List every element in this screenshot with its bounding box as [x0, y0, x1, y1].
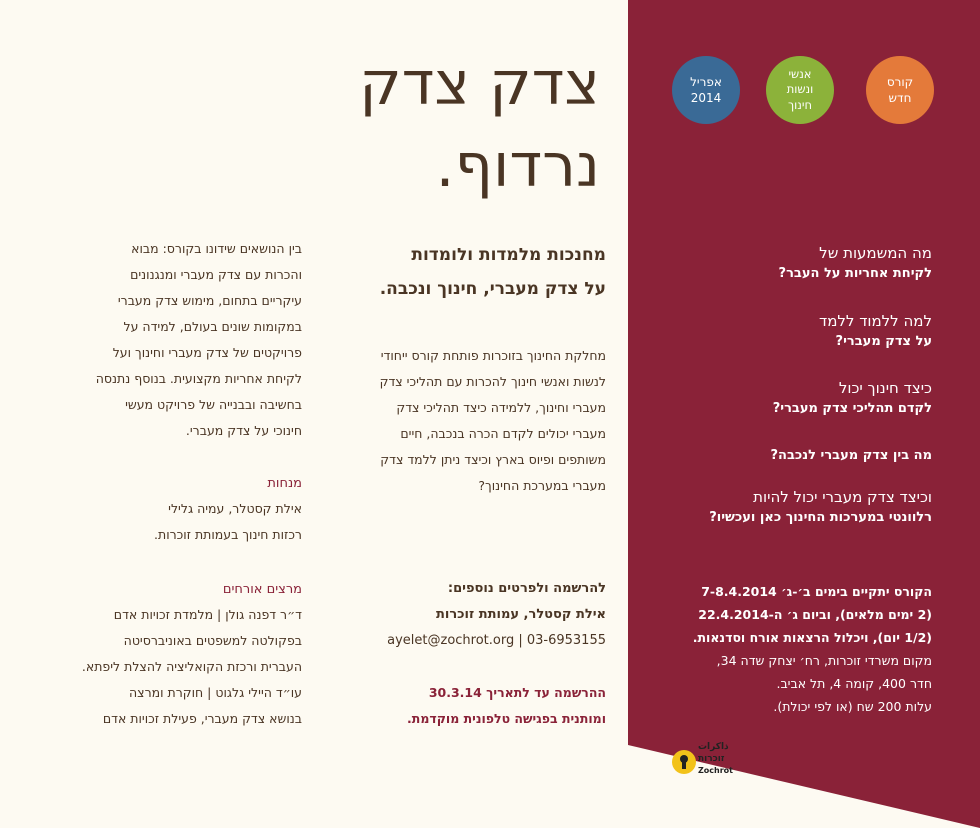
guests-line: בפקולטה למשפטים באוניברסיטה [123, 633, 302, 648]
facilitators-label: מנחות [267, 476, 302, 491]
topics-line: בין הנושאים שידונו בקורס: מבוא [131, 241, 302, 256]
topics-line: לקיחת אחריות מקצועית. בנוסף נתנסה [95, 371, 302, 386]
guests-block [20, 578, 302, 732]
course-info-line: (1/2 יום), ויכלול הרצאות אורח וסדנאות. [692, 630, 932, 645]
logo-text-en: Zochrot [698, 766, 733, 775]
page-title-line1: צדק צדק [359, 49, 600, 119]
course-info-line: חדר 400, קומה 4, תל אביב. [776, 676, 932, 691]
course-info-line: הקורס יתקיים בימים ב׳-ג׳ 7-8.4.2014 [701, 584, 932, 599]
badge-april: אפריל 2014 [672, 56, 740, 124]
question-line: לקיחת אחריות על העבר? [778, 266, 932, 281]
facilitators-line: אילת קסטלר, עמיה גלילי [168, 501, 302, 516]
intro-line: משותפים ופיוס בארץ וכיצד ניתן ללמד צדק [380, 452, 606, 467]
question-line: למה ללמוד ללמד [819, 312, 932, 330]
guests-label: מרצים אורחים [222, 582, 302, 597]
guests-line: העברית ורכזת הקואליציה להצלת ליפתא. [81, 659, 302, 674]
zochrot-logo [672, 740, 732, 790]
course-info-line: עלות 200 שח (או לפי יכולת). [773, 699, 932, 714]
topics-line: במקומות שונים בעולם, למידה על [123, 319, 302, 334]
guests-line: בנושא צדק מעברי, פעילת זכויות אדם [102, 711, 302, 726]
logo-text-he: זוכרות [698, 754, 725, 764]
contact-name: אילת קסטלר, עמותת זוכרות [436, 607, 606, 622]
question-line: כיצד חינוך יכול [838, 379, 932, 397]
subtitle [306, 238, 606, 306]
topics-line: חינוכי על צדק מעברי. [185, 423, 302, 438]
question-line: וכיצד צדק מעברי יכול להיות [753, 488, 932, 506]
question-line: מה המשמעות של [819, 244, 932, 262]
question-2 [652, 310, 932, 352]
guests-line: ד״ר דפנה גולן | מלמדת זכויות אדם [113, 607, 302, 622]
deadline-line1: ההרשמה עד לתאריך 30.3.14 [428, 685, 606, 700]
course-info [642, 580, 932, 718]
question-4 [652, 446, 932, 466]
topics-line: בחשיבה ובבנייה של פרויקט מעשי [125, 397, 302, 412]
deadline-block [306, 680, 606, 732]
question-line: על צדק מעברי? [835, 334, 932, 349]
contact-heading: להרשמה ולפרטים נוספים: [447, 581, 606, 596]
deadline-line2: ומותנית בפגישה טלפונית מוקדמת. [407, 711, 606, 726]
intro-paragraph [306, 343, 606, 499]
intro-line: מעברי במערכת החינוך? [478, 478, 606, 493]
subtitle-line2: על צדק מעברי, חינוך ונכבה. [379, 279, 606, 299]
facilitators-block [20, 472, 302, 548]
subtitle-line1: מחנכות מלמדות ולומדות [411, 245, 606, 265]
intro-line: מעברי יכולים לקדם הכרה בנכבה, חיים [400, 426, 606, 441]
topics-line: עיקריים בתחום, מימוש צדק מעברי [117, 293, 302, 308]
guests-line: עו״ד היילי גלגוט | חוקרת ומרצה [128, 685, 302, 700]
intro-line: מעברי וחינוך, ללמידה כיצד תהליכי צדק [396, 400, 606, 415]
badge-new-course: קורס חדש [866, 56, 934, 124]
topics-line: והכרות עם צדק מעברי ומנגנונים [130, 267, 302, 282]
question-line: רלוונטי במערכות החינוך כאן ועכשיו? [709, 510, 932, 525]
contact-block [306, 576, 606, 654]
question-line: לקדם תהליכי צדק מעברי? [772, 401, 932, 416]
key-icon [672, 750, 696, 774]
logo-text-ar: ذاكرات [698, 742, 729, 752]
page-title-line2: נרדוף. [435, 131, 600, 201]
question-5 [652, 486, 932, 528]
topics-paragraph [20, 236, 302, 444]
course-info-line: (2 ימים מלאים), וביום ג׳ ה-22.4.2014 [698, 607, 932, 622]
course-info-line: מקום משרדי זוכרות, רח׳ יצחק שדה 34, [716, 653, 932, 668]
intro-line: לנשות ואנשי חינוך להכרות עם תהליכי צדק [379, 374, 606, 389]
question-1 [652, 242, 932, 284]
contact-details[interactable]: ayelet@zochrot.org | 03-6953155 [387, 633, 606, 648]
topics-line: פרויקטים של צדק מעברי וחינוך ועל [112, 345, 302, 360]
question-3 [652, 377, 932, 419]
question-line: מה בין צדק מעברי לנכבה? [770, 448, 932, 463]
facilitators-line: רכזות חינוך בעמותת זוכרות. [154, 527, 302, 542]
intro-line: מחלקת החינוך בזוכרות פותחת קורס ייחודי [380, 348, 606, 363]
badge-educators: אנשי ונשות חינוך [766, 56, 834, 124]
